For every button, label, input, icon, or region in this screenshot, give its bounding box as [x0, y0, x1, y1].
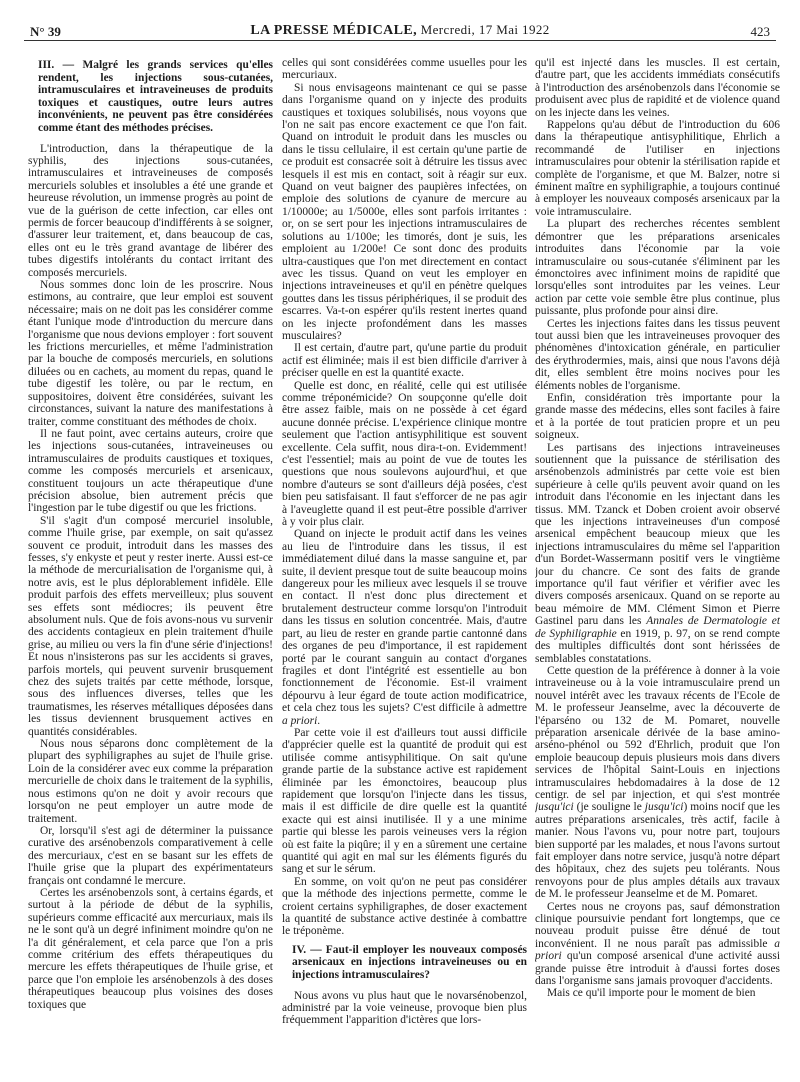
paragraph: Rappelons qu'au début de l'introduction du 606 dans la thérapeutique antisyphilitique, Ehrlich a recommandé de l'utiliser en injections intramusculaires pour obtenir la stérilisation rapide et complète de l'organisme, et que M. Balzer, notre si éminent maître en syphiligraphie, a toujours continué à employer les nouveaux composés arsenicaux par la voie intramusculaire. — [535, 119, 780, 218]
column-middle — [282, 57, 527, 1077]
section-heading-iv: IV. — Faut-il employer les nouveaux composés arsenicaux en injections intraveineuses ou en injections intramusculaires? — [292, 943, 527, 982]
paragraph: L'introduction, dans la thérapeutique de la syphilis, des injections sous-cutanées, intramusculaires et intraveineuses de composés mercuriels solubles et insolubles a été une grande et heureuse révolution, un immense progrès au point de vue de la guérison de cette infection, car elles ont permis de forcer beaucoup d'indifférents à se soigner, d'assurer leur traitement, et, dans beaucoup de cas, elles ont eu le très grand avantage de libérer des tubes digestifs intolérants du contact irritant des composés mercuriels. — [28, 142, 273, 279]
paragraph: La plupart des recherches récentes semblent démontrer que les préparations arsenicales introduites dans l'économie par la voie intramusculaire ou sous-cutanée s'éliminent par les émonctoires avec infiniment moins de rapidité que lorsqu'elles sont introduites par les veines. Leur action par cette voie semble être plus continue, plus puissante, plus profonde pour ainsi dire. — [535, 218, 780, 318]
section-heading-iii: III. — Malgré les grands services qu'elles rendent, les injections sous-cutanées, intramusculaires et intraveineuses de produits toxiques et caustiques, outre leurs autres inconvénients, ne peuvent pas être considérées comme étant des méthodes précises. — [38, 59, 273, 134]
paragraph-text: Certes nous ne croyons pas, sauf démonstration clinique poursuivie pendant fort longtemps, que ce nouveau produit puisse être dénué de tout inconvénient. Il ne nous paraît pas admissible — [535, 900, 780, 950]
paragraph — [535, 901, 780, 988]
italic-phrase: a priori — [535, 937, 780, 963]
paragraph: Nous sommes donc loin de les proscrire. Nous estimons, au contraire, que leur emploi est souvent nécessaire; mais on ne doit pas les considérer comme étant l'unique mode d'introduction du mercure dans l'organisme que nous devions employer : fort souvent les frictions mercurielles, et même l'administration par la bouche de composés mercuriels, en solutions diluées ou en cachets, au moment du repas, quand le tube digestif les tolère, ou par le rectum, en suppositoires, doivent être considérées, suivant les circonstances, suivant la nature des manifestations à traiter, comme constituant des méthodes de choix. — [28, 279, 273, 428]
paragraph: Par cette voie il est d'ailleurs tout aussi difficile d'apprécier quelle est la quantité de produit qui est utilisée comme antisyphilitique. On sait qu'une grande partie de la substance active est rapidement éliminée par les émonctoires, beaucoup plus rapidement que lorsqu'on l'injecte dans les tissus, mais il est difficile de dire quelle est la quantité exacte qui est ainsi inutilisée. Il y a une minime partie qui blesse les parois veineuses vers la région où est faite la piqûre; il y en a sûrement une certaine quantité qui agit en mal sur les éléments figurés du sang et sur le sérum. — [282, 726, 527, 876]
paragraph — [282, 528, 527, 727]
italic-phrase: a priori — [282, 714, 318, 727]
paragraph: Il est certain, d'autre part, qu'une partie du produit actif est éliminée; mais il est bien difficile d'arriver à préciser quelle en est la quantité exacte. — [282, 342, 527, 380]
paragraph: Mais ce qu'il importe pour le moment de bien — [547, 987, 756, 1000]
issue-number: N° 39 — [30, 24, 61, 39]
paragraph-text-end: . — [317, 714, 321, 727]
paragraph: Nous avons vu plus haut que le novarsénobenzol, administré par la voie veineuse, provoque bien plus fréquemment l'apparition d'ictères que lors- — [282, 989, 527, 1027]
paragraph: Or, lorsqu'il s'est agi de déterminer la puissance curative des arsénobenzols comparativement à celle des mercuriaux, c'est en se basant sur les effets de l'huile grise que la plupart des expérimentateurs français ont condamné le mercure. — [28, 824, 273, 887]
paragraph: Enfin, considération très importante pour la grande masse des médecins, elles sont faciles à faire et à la portée de tout praticien propre et un peu soigneux. — [535, 391, 780, 442]
paragraph — [535, 442, 780, 665]
italic-phrase: jusqu'ici — [644, 801, 684, 814]
paragraph: Il ne faut point, avec certains auteurs, croire que les injections sous-cutanées, intraveineuses ou intramusculaires de produits caustiques et toxiques, comme les composés mercuriels et arsenicaux, constituent toujours un acte thérapeutique d'une précision absolue, bien autrement précis que l'ingestion par le tube digestif ou que les frictions. — [28, 427, 273, 515]
paragraph-text-end: en 1919, p. 97, on se rend compte des multiples difficultés dont sont hérissées de semblables constatations. — [535, 627, 780, 665]
paragraph: S'il s'agit d'un composé mercuriel insoluble, comme l'huile grise, par exemple, on sait qu'assez souvent ce produit, introduit dans les masses des fesses, s'y enkyste et peut y rester inerte. Aussi est-ce la méthode de mercurialisation de l'organisme qui, à notre avis, est le plus déplorablement infidèle. Elle produit parfois des effets merveilleux; plus souvent ses effets sont médiocres; ils peuvent être absolument nuls. Que de fois avons-nous vu survenir des accidents contagieux en plein traitement d'huile grise, au milieu ou vers la fin d'une série d'injections! Et nous n'insisterons pas sur les accidents si graves, parfois mortels, qui peuvent survenir brusquement chez des sujets traités par cette méthode, lorsque, sous des influences diverses, telles que les traumatismes, les réserves métalliques déposées dans les tissus deviennent brusquement actives en quantités considérables. — [28, 514, 273, 738]
column-left — [28, 57, 273, 1077]
paragraph-text: Cette question de la préférence à donner à la voie intraveineuse ou à la voie intramusculaire prend un nouvel intérêt avec les travaux récents de l'Ecole de M. le professeur Jeanselme, avec la découverte de l'éparséno ou 132 de M. Pomaret, nouvelle préparation arsenicale dérivée de la base amino-arséno-phénol ou 592 d'Ehrlich, produit que l'on emploie beaucoup depuis plusieurs mois dans divers services de l'hôpital Saint-Louis en injections intramusculaires hebdomadaires à la dose de 12 centigr. de sel par injection, et qui s'est montrée — [535, 664, 780, 801]
paragraph — [535, 665, 780, 901]
issue-date: Mercredi, 17 Mai 1922 — [417, 22, 550, 37]
italic-journal-title: Annales de Dermatologie et de Syphiligraphie — [535, 615, 780, 640]
paragraph: Certes les arsénobenzols sont, à certains égards, et surtout à la période de début de la syphilis, supérieurs comme efficacité aux mercuriaux, mais ils ne le sont qu'à un degré infiniment moindre qu'on ne l'a dit généralement, et cela parce que l'on a pris comme critérium des effets thérapeutiques du mercure les effets thérapeutiques de l'huile grise, et parce que l'on emploie les arsénobenzols à des doses thérapeutiques beaucoup plus voisines des doses toxiques que — [28, 886, 273, 1011]
paragraph: Nous nous séparons donc complètement de la plupart des syphiligraphes au sujet de l'huile grise. Loin de la considérer avec eux comme la préparation mercurielle de choix dans le traitement de la syphilis, nous estimons qu'on ne doit y avoir recours que lorsqu'on ne peut employer un autre mode de traitement. — [28, 738, 273, 825]
paragraph-text-end: ) moins nocif que les autres préparations arsenicales, très actif, facile à manier. Nous l'avons vu, pour notre part, toujours bien supporté par les malades, et nous l'avons surtout fait employer dans notre service, jusqu'à notre départ des hôpitaux, chez des sujets peu tolérants. Nous renvoyons pour de plus amples détails aux travaux de M. le professeur Jeanselme et de M. Pomaret. — [535, 801, 780, 901]
journal-name: LA PRESSE MÉDICALE, — [250, 23, 418, 38]
paragraph-text-end: qu'un composé arsenical d'une activité aussi grande puisse être introduit à d'aussi fortes doses dans l'organisme sans jamais provoquer d'accidents. — [535, 950, 780, 988]
paragraph: Si nous envisageons maintenant ce qui se passe dans l'organisme quand on y injecte des produits caustiques et toxiques solubilisés, nous voyons que l'on ne sait pas encore exactement ce que l'on fait. Quand on introduit le produit dans les muscles ou dans le tissu cellulaire, il est certain qu'une partie de ce produit est consacrée soit à détruire les tissus avec lesquels il est mis en contact, soit à réagir sur eux. Quand on veut baigner des paupières infectées, on emploie des solutions de cyanure de mercure au 1/10000e; au 1/5000e, elles sont parfois irritantes : or, on se sert pour les injections intramusculaires de solutions au 1/100e; les timorés, dont je suis, les emploient au 1/200e! Ce sont donc des produits ultra-caustiques que l'on met directement en contact avec les tissus. Quand on veut les employer en injections intraveineuses et qu'il en pénètre quelques gouttes dans les tissus périphériques, il se produit des escarres. Va-t-on espérer qu'ils restent inertes quand on les injecte profondément dans les masses musculaires? — [282, 81, 527, 342]
paragraph-text-mid: (je souligne le — [573, 801, 645, 814]
paragraph: Certes les injections faites dans les tissus peuvent tout aussi bien que les intraveineuses provoquer des phénomènes d'intoxication générale, en particulier des érythrodermies, mais, ainsi que nous l'avons déjà dit, elles semblent être moins nocives pour les éléments nobles de l'organisme. — [535, 317, 780, 392]
page-number: 423 — [750, 24, 770, 39]
column-right — [535, 57, 780, 1077]
paragraph-text: Les partisans des injections intraveineuses soutiennent que la puissance de stérilisation des arsénobenzols administrés par cette voie est bien supérieure à celle qu'ils peuvent avoir quand on les introduit dans l'économie en les injectant dans les tissus. MM. Tzanck et Doben croient avoir observé que les injections intraveineuses d'un composé arsenical empêchent beaucoup mieux que les injections intramusculaires du même sel l'apparition d'un Bordet-Wassermann positif vers le vingtième jour du chancre. Ce sont des faits de grande importance qu'il faut vérifier et vérifier avec les divers composés arsenicaux. Quand on se reporte au beau mémoire de MM. Clément Simon et Pierre Gastinel paru dans les — [535, 441, 780, 628]
paragraph-continued: qu'il est injecté dans les muscles. Il est certain, d'autre part, que les accidents immédiats consécutifs à l'introduction des arsénobenzols dans l'économie se produisent avec plus de rapidité et de violence quand on les injecte dans les veines. — [535, 57, 780, 119]
paragraph: En somme, on voit qu'on ne peut pas considérer que la méthode des injections permette, comme le croient certains syphiligraphes, de doser exactement la quantité de substance active destinée à combattre le tréponème. — [282, 875, 527, 938]
journal-title — [24, 22, 776, 39]
paragraph: Quelle est donc, en réalité, celle qui est utilisée comme tréponémicide? On soupçonne qu'elle doit être assez faible, mais on ne possède à cet égard aucune donnée précise. L'expérience clinique montre seulement que l'action antisyphilitique est souvent excellente. Cela suffit, nous dira-t-on. Evidemment! c'est l'essentiel; mais au point de vue de toutes les questions que nous soulevons aujourd'hui, et que nombre d'auteurs se sont d'ailleurs déjà posées, c'est bien peu satisfaisant. Il faut s'efforcer de ne pas agir à l'aveuglette quand il est peut-être possible d'arriver à y voir plus clair. — [282, 379, 527, 529]
italic-phrase: jusqu'ici — [535, 801, 574, 814]
running-header — [24, 0, 776, 41]
paragraph-continued: celles qui sont considérées comme usuelles pour les mercuriaux. — [282, 57, 527, 82]
paragraph-text: Quand on injecte le produit actif dans les veines au lieu de l'introduire dans les tissus, il est immédiatement dilué dans la masse sanguine et, par suite, il devient presque tout de suite beaucoup moins dangereux pour les milieux avec lesquels il se trouve en contact. Il n'est donc plus directement et brutalement destructeur comme lorsqu'on l'introduit dans les tissus en solution concentrée. Mais, d'autre part, au lieu de rester en grande partie cantonné dans des organes de peu d'importance, il est rapidement porté par le courant sanguin au contact d'organes fragiles et dont l'intégrité est essentielle au bon fonctionnement de l'économie. Est-il vraiment dépourvu à leur égard de toute action modificatrice, et cela chez tous les sujets? C'est difficile à admettre — [282, 528, 527, 715]
